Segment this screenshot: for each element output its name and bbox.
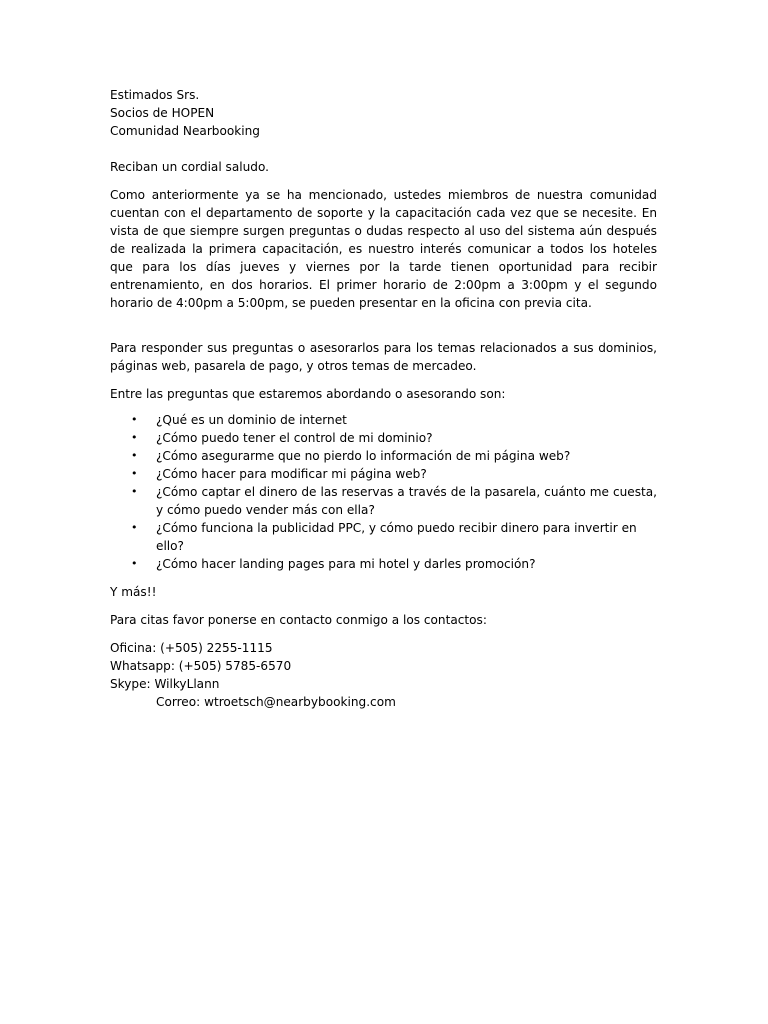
list-item [110,411,657,429]
list-item-text: ¿Cómo asegurarme que no pierdo lo información de mi página web? [156,449,571,463]
addressee-line: Estimados Srs. [110,88,200,102]
addressee-block [110,86,657,140]
list-item [110,519,657,555]
contact-office: Oficina: (+505) 2255-1115 [110,641,273,655]
list-item-text: ¿Cómo captar el dinero de las reservas a través de la pasarela, cuánto me cuesta, y cómo puedo vender más con ella? [156,485,657,517]
bullet-icon: • [131,485,138,498]
contact-skype: Skype: WilkyLlann [110,677,220,691]
body-paragraph: Como anteriormente ya se ha mencionado, ustedes miembros de nuestra comunidad cuentan con el departamento de soporte y la capacitación cada vez que se necesite. En vista de que siempre surgen preguntas o dudas respecto al uso del sistema aún después de realizada la primera capacitación, es nuestro interés comunicar a todos los hoteles que para los días jueves y viernes por la tarde tienen oportunidad para recibir entrenamiento, en dos horarios. El primer horario de 2:00pm a 3:00pm y el segundo horario de 4:00pm a 5:00pm, se pueden presentar en la oficina con previa cita. [110,188,657,310]
list-item [110,465,657,483]
addressee-line: Comunidad Nearbooking [110,124,260,138]
contact-email: Correo: wtroetsch@nearbybooking.com [156,695,396,709]
body-paragraph: Entre las preguntas que estaremos abordando o asesorando son: [110,387,506,401]
bullet-icon: • [131,557,138,570]
list-item-text: ¿Cómo puedo tener el control de mi dominio? [156,431,433,445]
topics-list [110,411,657,573]
list-item [110,483,657,519]
bullet-icon: • [131,413,138,426]
letter-document [110,86,657,711]
list-item [110,447,657,465]
list-item-text: ¿Cómo hacer para modificar mi página web? [156,467,427,481]
bullet-icon: • [131,467,138,480]
bullet-icon: • [131,431,138,444]
list-item-text: ¿Cómo funciona la publicidad PPC, y cómo puedo recibir dinero para invertir en ello? [156,521,637,553]
list-item-text: ¿Qué es un dominio de internet [156,413,347,427]
contact-whatsapp: Whatsapp: (+505) 5785-6570 [110,659,292,673]
bullet-icon: • [131,521,138,534]
closing-line: Para citas favor ponerse en contacto conmigo a los contactos: [110,613,487,627]
list-item [110,429,657,447]
contacts-block [110,639,657,711]
greeting: Reciban un cordial saludo. [110,160,269,174]
list-item-text: ¿Cómo hacer landing pages para mi hotel y darles promoción? [156,557,536,571]
body-paragraph: Para responder sus preguntas o asesorarlos para los temas relacionados a sus dominios, páginas web, pasarela de pago, y otros temas de mercadeo. [110,341,657,373]
addressee-line: Socios de HOPEN [110,106,215,120]
list-item [110,555,657,573]
closing-line: Y más!! [110,585,157,599]
bullet-icon: • [131,449,138,462]
